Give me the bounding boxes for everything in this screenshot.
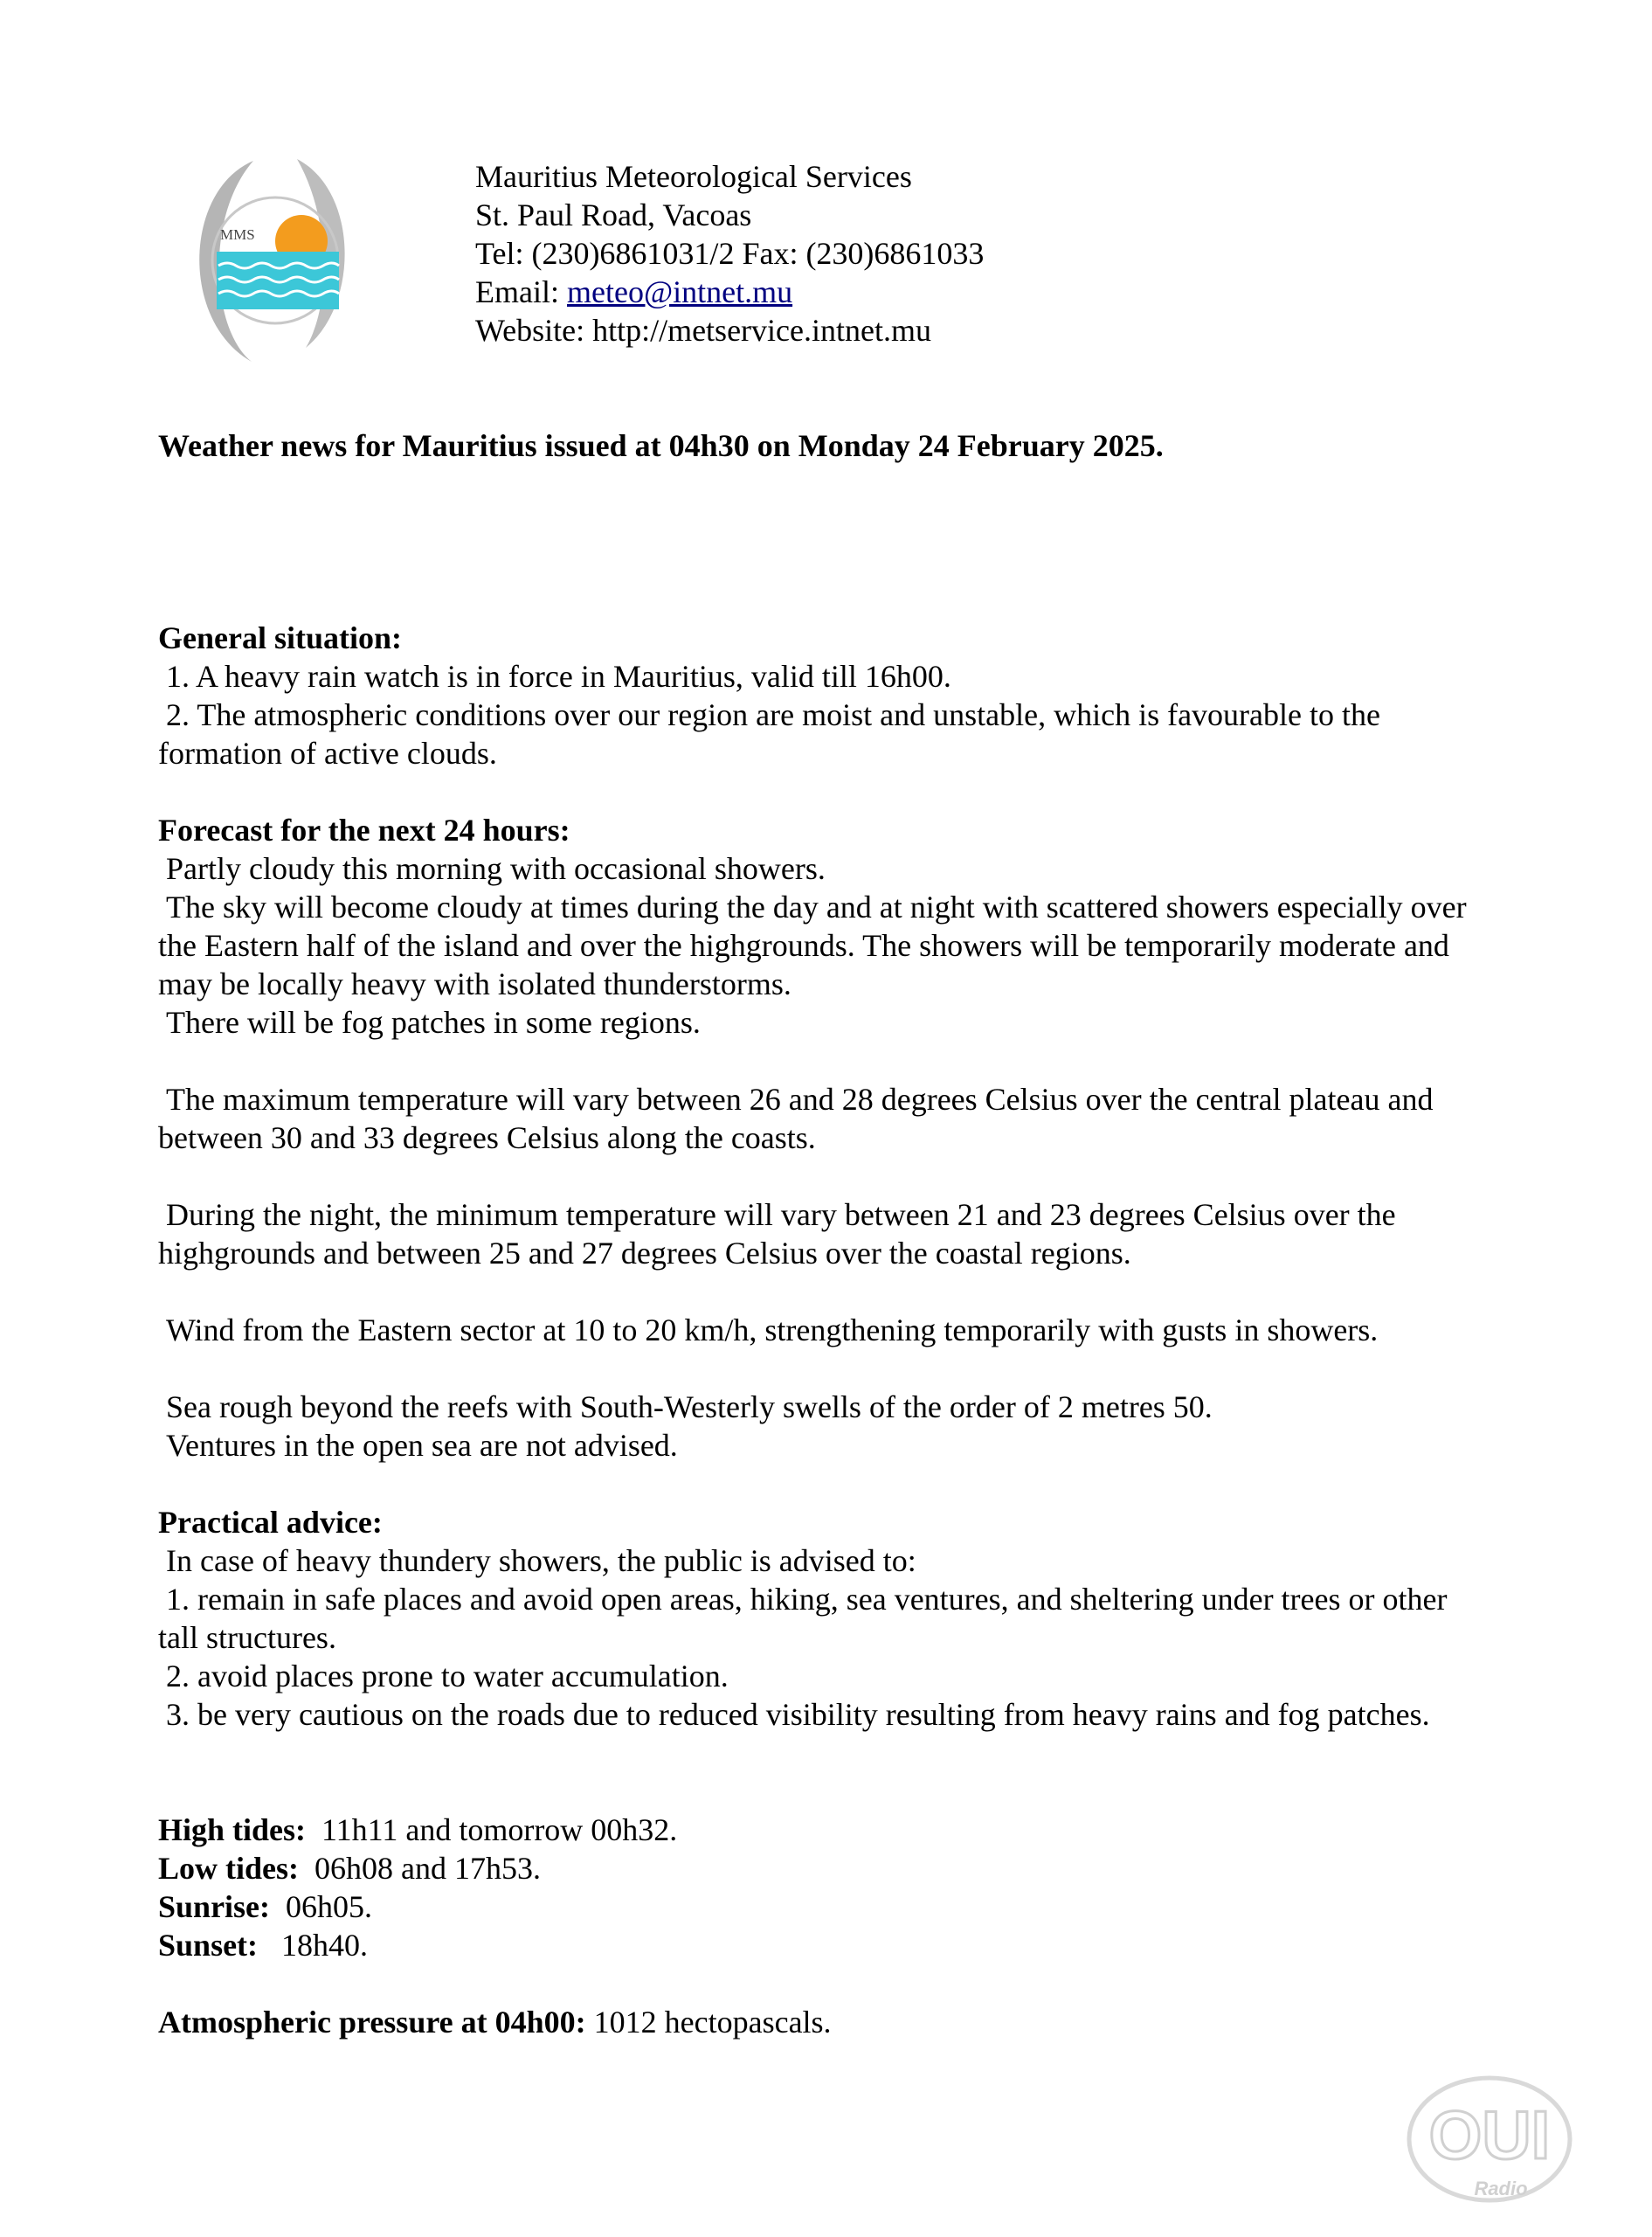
- sunrise-value: 06h05.: [270, 1889, 373, 1924]
- website: Website: http://metservice.intnet.mu: [475, 313, 931, 348]
- sea-advice: Ventures in the open sea are not advised.: [158, 1428, 678, 1463]
- logo-text: MMS: [220, 226, 255, 243]
- contact-block: [475, 157, 984, 350]
- low-tides: [158, 1849, 1495, 1887]
- sunset-label: Sunset:: [158, 1928, 259, 1963]
- sea-state: Sea rough beyond the reefs with South-Westerly swells of the order of 2 metres 50.: [158, 1389, 1213, 1424]
- sunrise: [158, 1887, 1495, 1926]
- org-name: Mauritius Meteorological Services: [475, 159, 912, 194]
- high-tides-value: 11h11 and tomorrow 00h32.: [306, 1812, 678, 1847]
- pressure-label: Atmospheric pressure at 04h00:: [158, 2005, 586, 2040]
- watermark-subtext: Radio: [1474, 2178, 1528, 2199]
- mms-logo: [192, 156, 358, 365]
- sunset: [158, 1926, 1495, 1964]
- wind: Wind from the Eastern sector at 10 to 20 km/h, strengthening temporarily with gusts in showers.: [158, 1312, 1379, 1347]
- general-heading: General situation:: [158, 620, 402, 655]
- min-temperature: During the night, the minimum temperature will vary between 21 and 23 degrees Celsius over the highgrounds and between 25 and 27 degrees Celsius over the coastal regions.: [158, 1197, 1404, 1271]
- advice-intro: In case of heavy thundery showers, the public is advised to:: [158, 1543, 916, 1578]
- max-temperature: The maximum temperature will vary between 26 and 28 degrees Celsius over the central plateau and between 30 and 33 degrees Celsius along the coasts.: [158, 1082, 1441, 1155]
- atmospheric-pressure: [158, 2003, 1495, 2041]
- forecast-heading: Forecast for the next 24 hours:: [158, 813, 570, 848]
- low-tides-value: 06h08 and 17h53.: [299, 1851, 541, 1886]
- pressure-value: 1012 hectopascals.: [585, 2005, 832, 2040]
- high-tides: [158, 1811, 1495, 1849]
- advice-heading: Practical advice:: [158, 1505, 383, 1540]
- address: St. Paul Road, Vacoas: [475, 197, 752, 232]
- sunrise-label: Sunrise:: [158, 1889, 271, 1924]
- email-line: [475, 273, 984, 311]
- general-line-2: 2. The atmospheric conditions over our region are moist and unstable, which is favourable to the formation of active clouds.: [158, 697, 1388, 771]
- sunset-value: 18h40.: [258, 1928, 369, 1963]
- general-line-1: 1. A heavy rain watch is in force in Mauritius, valid till 16h00.: [158, 659, 951, 694]
- forecast-p1: Partly cloudy this morning with occasional showers.: [158, 851, 826, 886]
- bulletin-body: [158, 426, 1495, 2041]
- email-label: Email:: [475, 274, 567, 309]
- email-link[interactable]: meteo@intnet.mu: [566, 274, 793, 309]
- high-tides-label: High tides:: [158, 1812, 307, 1847]
- advice-item-3: 3. be very cautious on the roads due to reduced visibility resulting from heavy rains and fog patches.: [158, 1697, 1430, 1732]
- bulletin-title: Weather news for Mauritius issued at 04h30 on Monday 24 February 2025.: [158, 428, 1164, 463]
- forecast-p3: There will be fog patches in some regions.: [158, 1005, 701, 1040]
- low-tides-label: Low tides:: [158, 1851, 299, 1886]
- watermark-text: OUI: [1428, 2096, 1551, 2173]
- advice-item-2: 2. avoid places prone to water accumulation.: [158, 1659, 729, 1693]
- radio-watermark: [1405, 2071, 1575, 2206]
- advice-item-1: 1. remain in safe places and avoid open areas, hiking, sea ventures, and sheltering under trees or other tall structures.: [158, 1582, 1455, 1655]
- telephone: Tel: (230)6861031/2 Fax: (230)6861033: [475, 236, 985, 271]
- forecast-p2: The sky will become cloudy at times during the day and at night with scattered showers especially over the Eastern half of the island and over the highgrounds. The showers will be temporarily moderate and may be locally heavy with isolated thunderstorms.: [158, 890, 1475, 1001]
